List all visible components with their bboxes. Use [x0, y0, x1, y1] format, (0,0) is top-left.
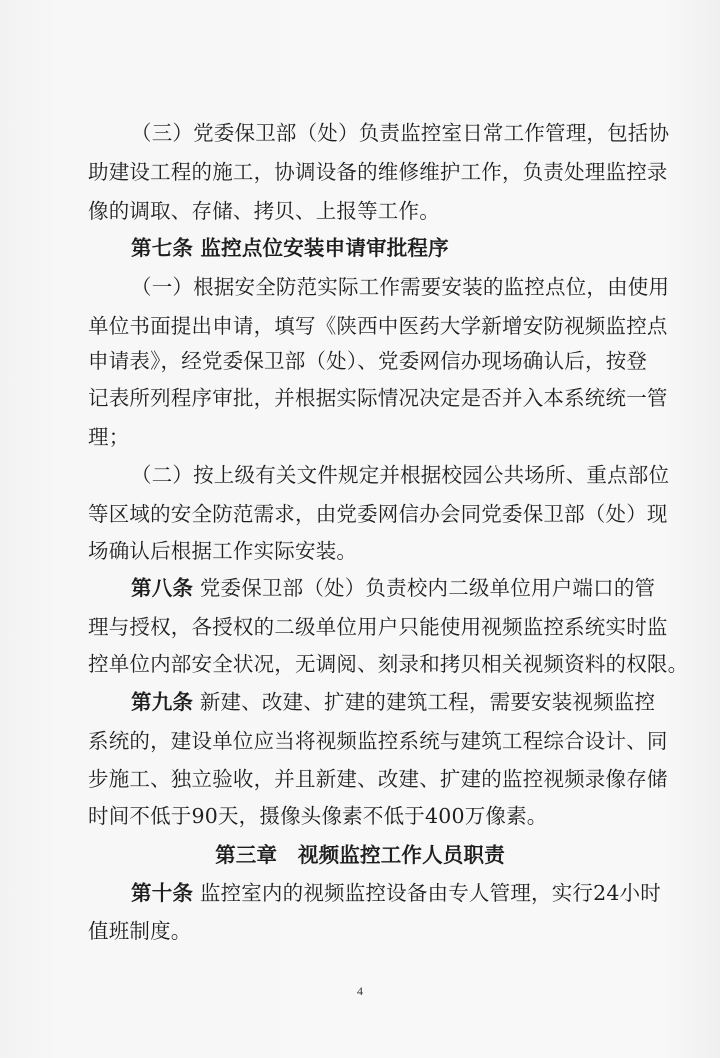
article-heading: 第七条 监控点位安装申请审批程序: [131, 236, 449, 260]
paragraph-line: 时间不低于90天，摄像头像素不低于400万像素。: [88, 804, 548, 828]
paragraph-line: （二）按上级有关文件规定并根据校园公共场所、重点部位: [131, 463, 670, 487]
paragraph-line: 像的调取、存储、拷贝、上报等工作。: [88, 199, 440, 223]
article-paragraph: [131, 573, 656, 603]
paragraph-line: （三）党委保卫部（处）负责监控室日常工作管理，包括协: [131, 121, 670, 145]
paragraph-line: 系统的，建设单位应当将视频监控系统与建筑工程综合设计、同: [88, 729, 668, 753]
paragraph-line: 场确认后根据工作实际安装。: [88, 539, 358, 563]
paragraph-line: 单位书面提出申请，填写《陕西中医药大学新增安防视频监控点: [88, 314, 668, 338]
article-text: 党委保卫部（处）负责校内二级单位用户端口的管: [193, 576, 656, 600]
paragraph-line: 申请表》，经党委保卫部（处）、党委网信办现场确认后，按登: [88, 349, 648, 373]
article-paragraph: [131, 687, 656, 717]
article-paragraph: [131, 878, 662, 908]
article-label: 第八条: [131, 576, 194, 600]
paragraph-line: 助建设工程的施工，协调设备的维修维护工作，负责处理监控录: [88, 160, 668, 184]
article-label: 第十条: [131, 881, 194, 905]
paragraph-line: 理；: [88, 425, 130, 449]
paragraph-line: 控单位内部安全状况，无调阅、刻录和拷贝相关视频资料的权限。: [88, 652, 689, 676]
chapter-heading: 第三章 视频监控工作人员职责: [215, 843, 505, 867]
article-text: 新建、改建、扩建的建筑工程，需要安装视频监控: [193, 690, 656, 714]
paragraph-line: 理与授权，各授权的二级单位用户只能使用视频监控系统实时监: [88, 615, 668, 639]
paragraph-line: 记表所列程序审批，并根据实际情况决定是否并入本系统统一管: [88, 386, 668, 410]
paragraph-line: 值班制度。: [88, 919, 192, 943]
paragraph-line: 等区域的安全防范需求，由党委网信办会同党委保卫部（处）现: [88, 502, 668, 526]
page-number: 4: [357, 984, 363, 998]
paragraph-line: 步施工、独立验收，并且新建、改建、扩建的监控视频录像存储: [88, 767, 668, 791]
article-text: 监控室内的视频监控设备由专人管理，实行24小时: [193, 881, 662, 905]
article-label: 第九条: [131, 690, 194, 714]
paragraph-line: （一）根据安全防范实际工作需要安装的监控点位，由使用: [131, 275, 670, 299]
